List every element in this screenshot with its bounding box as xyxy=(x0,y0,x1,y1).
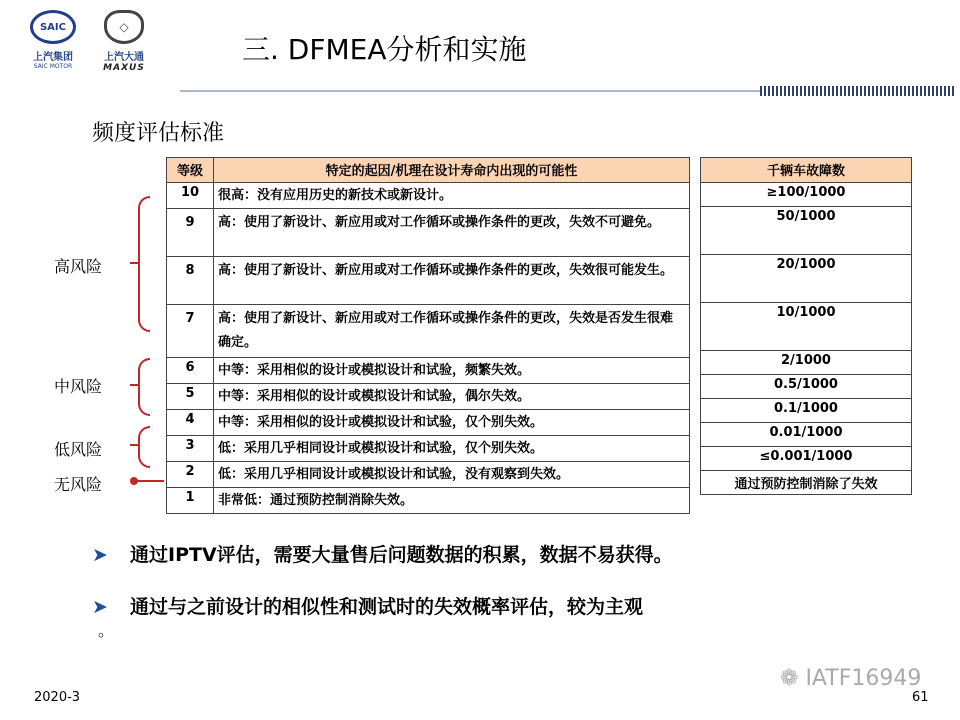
table-row xyxy=(167,183,690,209)
footer-date: 2020-3 xyxy=(34,690,81,705)
desc-cell: 高：使用了新设计、新应用或对工作循环或操作条件的更改，失效很可能发生。 xyxy=(214,257,690,305)
desc-cell: 中等：采用相似的设计或模拟设计和试验，频繁失效。 xyxy=(214,358,690,384)
level-cell: 9 xyxy=(167,209,214,257)
level-cell: 3 xyxy=(167,436,214,462)
wechat-icon: ❁ xyxy=(780,666,799,691)
rate-cell: 10/1000 xyxy=(701,303,912,351)
maxus-logo xyxy=(92,10,156,73)
title-stripe-decoration xyxy=(760,86,956,96)
maxus-emblem-icon: ◇ xyxy=(104,10,144,44)
table-row xyxy=(167,358,690,384)
desc-cell: 中等：采用相似的设计或模拟设计和试验，仅个别失效。 xyxy=(214,410,690,436)
saic-logo xyxy=(24,10,82,70)
table-row xyxy=(167,462,690,488)
page-number: 61 xyxy=(912,690,929,705)
saic-emblem-icon: SAIC xyxy=(30,10,76,44)
high-risk-brace-notch xyxy=(130,262,138,264)
table-row xyxy=(167,488,690,514)
rate-cell: 0.1/1000 xyxy=(701,399,912,423)
level-cell: 6 xyxy=(167,358,214,384)
risk-label-low: 低风险 xyxy=(54,440,103,459)
risk-label-medium: 中风险 xyxy=(54,377,103,396)
table-header-level: 等级 xyxy=(167,158,214,183)
level-cell: 5 xyxy=(167,384,214,410)
bullet-item xyxy=(92,540,673,567)
desc-cell: 低：采用几乎相同设计或模拟设计和试验，仅个别失效。 xyxy=(214,436,690,462)
table-row xyxy=(167,384,690,410)
bullet-text: 通过IPTV评估，需要大量售后问题数据的积累，数据不易获得。 xyxy=(130,544,673,566)
level-cell: 2 xyxy=(167,462,214,488)
failure-rate-table xyxy=(700,157,912,495)
low-risk-brace xyxy=(138,426,150,468)
desc-cell: 中等：采用相似的设计或模拟设计和试验，偶尔失效。 xyxy=(214,384,690,410)
rate-cell: 50/1000 xyxy=(701,207,912,255)
watermark-text: IATF16949 xyxy=(805,666,922,691)
risk-label-none: 无风险 xyxy=(54,475,103,494)
occurrence-criteria-table xyxy=(166,157,690,514)
level-cell: 7 xyxy=(167,305,214,358)
slide-title: 三. DFMEA分析和实施 xyxy=(242,33,527,66)
rate-cell: 通过预防控制消除了失效 xyxy=(701,471,912,495)
risk-label-high: 高风险 xyxy=(54,257,103,276)
bullet-text: 通过与之前设计的相似性和测试时的失效概率评估，较为主观 xyxy=(130,596,644,618)
rate-cell: ≤0.001/1000 xyxy=(701,447,912,471)
bullet-item xyxy=(92,592,643,619)
maxus-logo-cn: 上汽大通 xyxy=(104,52,144,63)
low-risk-brace-notch xyxy=(130,444,138,446)
no-risk-connector xyxy=(134,480,164,482)
medium-risk-brace-notch xyxy=(130,384,138,386)
level-cell: 10 xyxy=(167,183,214,209)
table-row xyxy=(167,305,690,358)
desc-cell: 低：采用几乎相同设计或模拟设计和试验，没有观察到失效。 xyxy=(214,462,690,488)
desc-cell: 高：使用了新设计、新应用或对工作循环或操作条件的更改，失效是否发生很难确定。 xyxy=(214,305,690,358)
table-header-likelihood: 特定的起因/机理在设计寿命内出现的可能性 xyxy=(214,158,690,183)
header-logos xyxy=(14,10,164,72)
rate-cell: ≥100/1000 xyxy=(701,183,912,207)
desc-cell: 高：使用了新设计、新应用或对工作循环或操作条件的更改，失效不可避免。 xyxy=(214,209,690,257)
table-row xyxy=(167,257,690,305)
saic-logo-cn: 上汽集团 xyxy=(33,52,73,63)
table-row xyxy=(167,209,690,257)
high-risk-brace xyxy=(138,196,150,332)
maxus-logo-en: MAXUS xyxy=(103,63,145,73)
rate-cell: 0.5/1000 xyxy=(701,375,912,399)
medium-risk-brace xyxy=(138,358,150,416)
bullet-tail: 。 xyxy=(98,621,115,640)
rate-table-header: 千辆车故障数 xyxy=(701,158,912,183)
level-cell: 1 xyxy=(167,488,214,514)
rate-cell: 0.01/1000 xyxy=(701,423,912,447)
rate-cell: 20/1000 xyxy=(701,255,912,303)
rate-cell: 2/1000 xyxy=(701,351,912,375)
desc-cell: 非常低：通过预防控制消除失效。 xyxy=(214,488,690,514)
arrow-bullet-icon: ➤ xyxy=(92,544,108,566)
desc-cell: 很高：没有应用历史的新技术或新设计。 xyxy=(214,183,690,209)
table-row xyxy=(167,410,690,436)
level-cell: 4 xyxy=(167,410,214,436)
slide-subtitle: 频度评估标准 xyxy=(92,121,225,146)
level-cell: 8 xyxy=(167,257,214,305)
arrow-bullet-icon: ➤ xyxy=(92,596,108,618)
saic-logo-en: SAIC MOTOR xyxy=(33,63,73,70)
table-row xyxy=(167,436,690,462)
watermark xyxy=(780,666,921,691)
